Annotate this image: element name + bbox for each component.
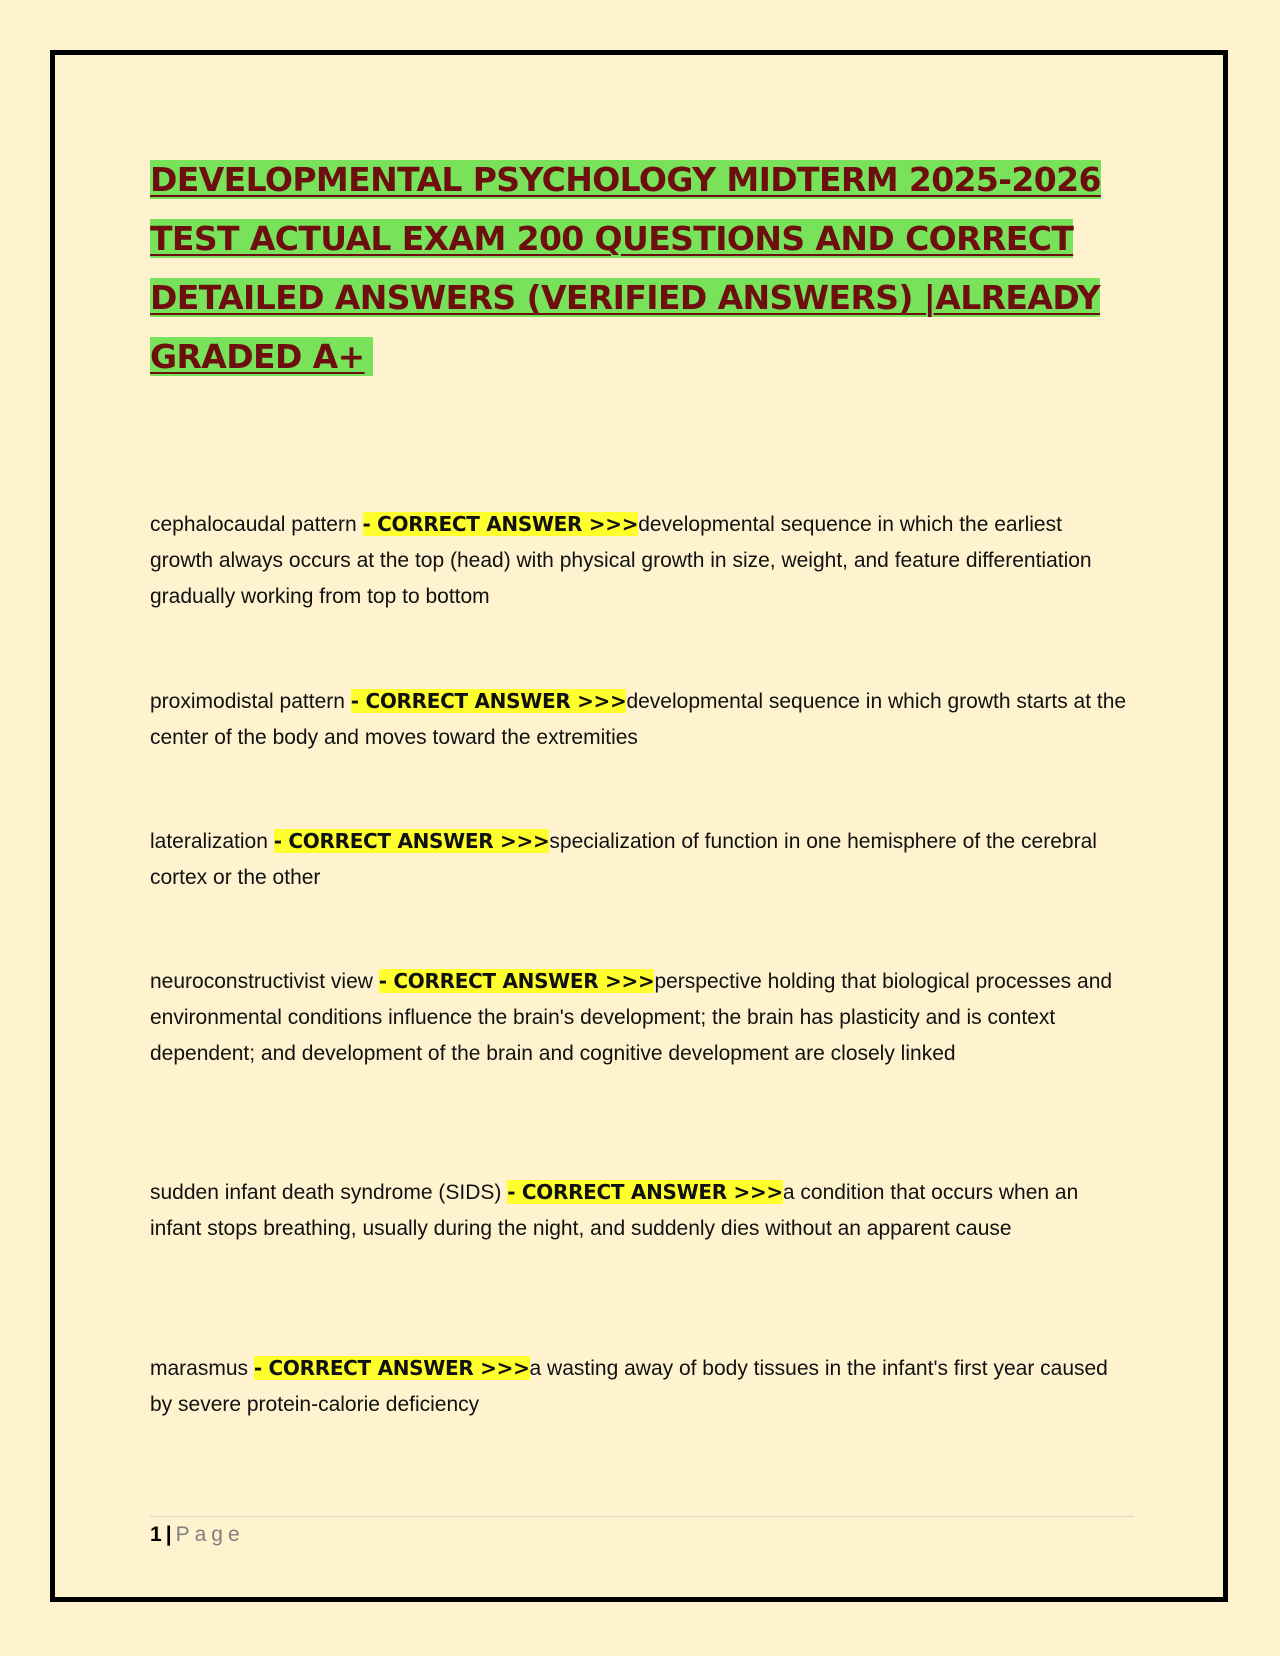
entry-definition: a wasting away of body tissues in the infant's first year caused by severe protein-calorie deficiency <box>150 1357 1108 1416</box>
entry-term: sudden infant death syndrome (SIDS) <box>150 1181 502 1204</box>
footer-divider <box>150 1516 1134 1517</box>
document-title <box>150 150 1110 386</box>
definition-entry <box>150 963 1130 1072</box>
correct-answer-marker: - CORRECT ANSWER >>> <box>378 969 655 993</box>
definition-entry <box>150 683 1130 756</box>
correct-answer-marker: - CORRECT ANSWER >>> <box>507 1180 783 1204</box>
entry-term: cephalocaudal pattern <box>150 513 357 536</box>
definition-entry <box>150 506 1130 615</box>
definition-entry <box>150 823 1130 896</box>
correct-answer-marker: - CORRECT ANSWER >>> <box>253 1356 530 1380</box>
definition-entry <box>150 1350 1130 1423</box>
page-separator: | <box>165 1523 172 1546</box>
entry-definition: a condition that occurs when an infant stops breathing, usually during the night, and suddenly dies without an apparent cause <box>150 1181 1079 1240</box>
entry-term: neuroconstructivist view <box>150 970 373 993</box>
correct-answer-marker: - CORRECT ANSWER >>> <box>362 512 639 536</box>
entry-definition: perspective holding that biological processes and environmental conditions influence the brain's development; the brain has plasticity and is context dependent; and development of the brain and cognitive development are closely linked <box>150 970 1113 1065</box>
document-title-text: DEVELOPMENTAL PSYCHOLOGY MIDTERM 2025-2026 TEST ACTUAL EXAM 200 QUESTIONS AND CORRECT DETAILED ANSWERS (VERIFIED ANSWERS) |ALREADY GRADED A+ <box>150 160 1101 376</box>
page-number: 1 <box>150 1523 162 1546</box>
entry-definition: developmental sequence in which growth starts at the center of the body and moves toward the extremities <box>150 690 1127 749</box>
page-label: Page <box>175 1523 245 1546</box>
entry-definition: developmental sequence in which the earliest growth always occurs at the top (head) with physical growth in size, weight, and feature differentiation gradually working from top to bottom <box>150 513 1092 608</box>
entry-term: lateralization <box>150 830 268 853</box>
entry-definition: specialization of function in one hemisphere of the cerebral cortex or the other <box>150 830 1097 889</box>
page-footer <box>150 1520 245 1550</box>
entry-term: marasmus <box>150 1357 249 1380</box>
correct-answer-marker: - CORRECT ANSWER >>> <box>350 689 627 713</box>
correct-answer-marker: - CORRECT ANSWER >>> <box>273 829 550 853</box>
definition-entry <box>150 1174 1130 1247</box>
entry-term: proximodistal pattern <box>150 690 345 713</box>
